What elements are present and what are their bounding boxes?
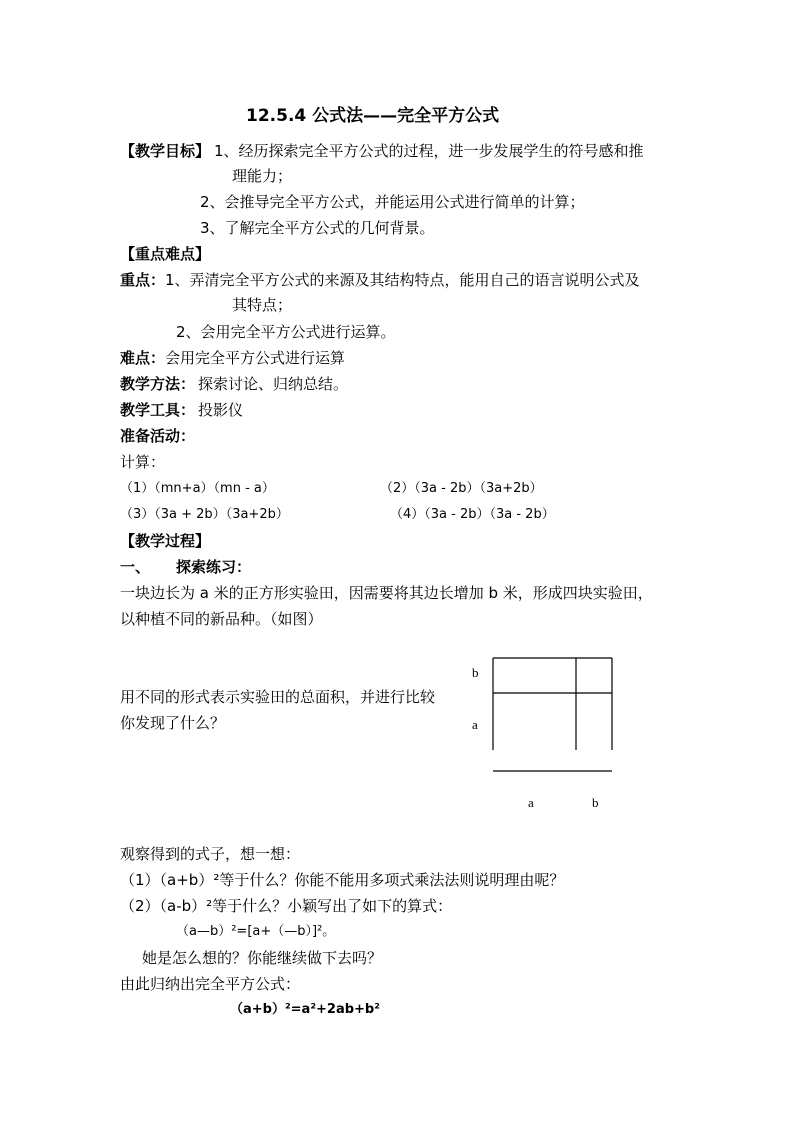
objective-2: 2、会推导完全平方公式，并能运用公式进行简单的计算； xyxy=(200,193,585,211)
objective-1-cont: 理能力； xyxy=(232,167,293,185)
section-1-title: 探索练习： xyxy=(176,558,252,576)
section-1-number: 一、 xyxy=(120,558,151,576)
key-point-1: 1、弄清完全平方公式的来源及其结构特点，能用自己的语言说明公式及 xyxy=(165,271,640,289)
exercise-2: （2）（3a - 2b）（3a+2b） xyxy=(380,481,543,496)
problem-paragraph: 一块边长为 a 米的正方形实验田，因需要将其边长增加 b 米，形成四块实验田， xyxy=(120,584,653,602)
objective-3: 3、了解完全平方公式的几何背景。 xyxy=(200,219,435,237)
exercise-1: （1）（mn+a）（mn - a） xyxy=(120,481,275,496)
area-question: 用不同的形式表示实验田的总面积，并进行比较 xyxy=(120,688,436,706)
think-prompt: 她是怎么想的？你能继续做下去吗？ xyxy=(142,949,383,967)
objective-1: 1、经历探索完全平方公式的过程，进一步发展学生的符号感和推 xyxy=(214,142,644,160)
problem-paragraph-cont: 以种植不同的新品种。（如图） xyxy=(120,610,323,628)
method-value: 探索讨论、归纳总结。 xyxy=(198,375,349,393)
tools-value: 投影仪 xyxy=(198,401,244,419)
difficulty-text: 会用完全平方公式进行运算 xyxy=(165,349,346,367)
observe-prompt: 观察得到的式子，想一想： xyxy=(120,845,301,863)
page-title: 12.5.4 公式法——完全平方公式 xyxy=(246,106,500,126)
objectives-label: 【教学目标】 xyxy=(120,142,211,160)
conclusion-text: 由此归纳出完全平方公式： xyxy=(120,975,301,993)
perfect-square-formula: （a+b）²=a²+2ab+b² xyxy=(230,1002,380,1017)
figure-label-a-bottom: a xyxy=(528,795,534,810)
difficulty-label: 难点： xyxy=(120,349,166,367)
xiaoying-formula: （a—b）²=[a+（—b）]²。 xyxy=(176,924,336,939)
figure-label-b-bottom: b xyxy=(592,795,599,810)
prep-label: 准备活动： xyxy=(120,427,196,445)
question-1: （1）（a+b）²等于什么？你能不能用多项式乘法法则说明理由呢？ xyxy=(120,871,565,889)
exercise-3: （3）（3a + 2b）（3a+2b） xyxy=(120,507,289,522)
key-point-1-cont: 其特点； xyxy=(232,296,293,314)
key-points-heading: 【重点难点】 xyxy=(120,245,211,263)
process-heading: 【教学过程】 xyxy=(120,532,211,550)
calc-label: 计算： xyxy=(120,453,166,471)
figure-label-b-side: b xyxy=(472,665,479,680)
question-2: （2）（a-b）²等于什么？小颖写出了如下的算式： xyxy=(120,897,453,915)
exercise-4: （4）（3a - 2b）（3a - 2b） xyxy=(390,507,555,522)
figure-label-a-side: a xyxy=(472,717,478,732)
method-label: 教学方法： xyxy=(120,375,196,393)
area-question-cont: 你发现了什么？ xyxy=(120,714,226,732)
key-point-2: 2、会用完全平方公式进行运算。 xyxy=(176,323,396,341)
tools-label: 教学工具： xyxy=(120,401,196,419)
key-point-label: 重点： xyxy=(120,271,166,289)
